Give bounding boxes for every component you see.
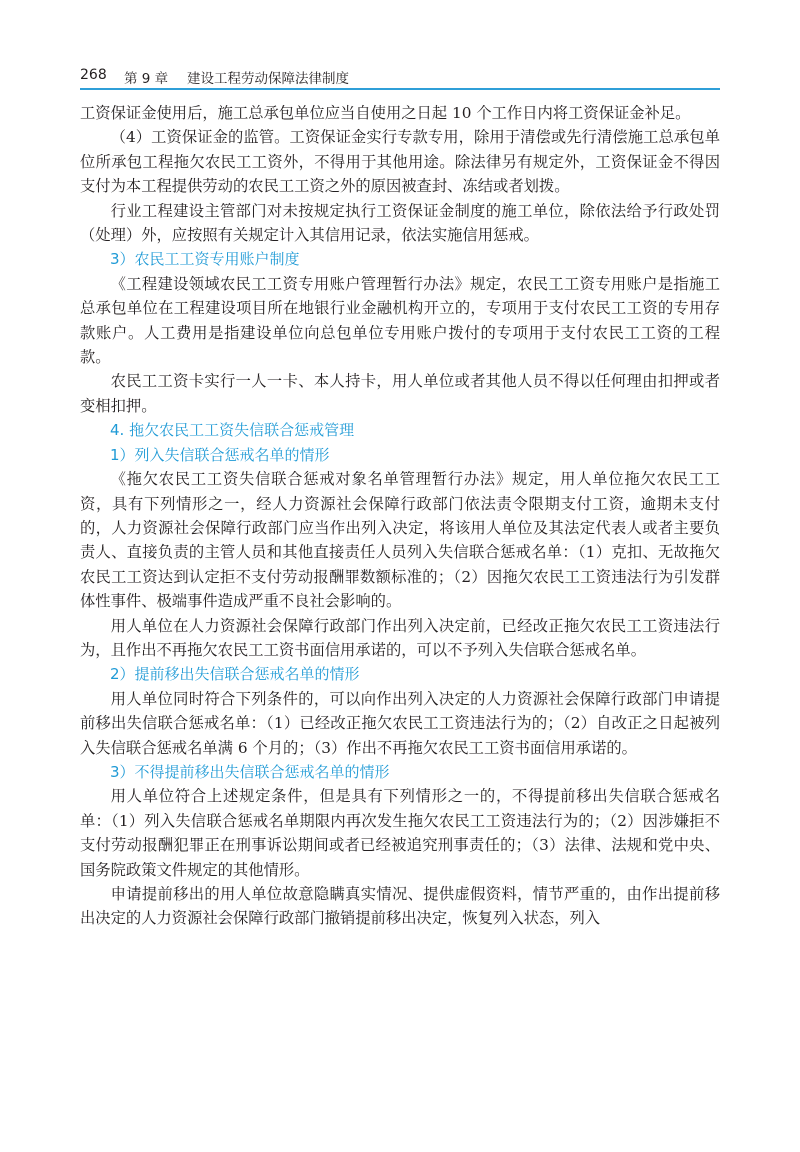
paragraph: 农民工工资卡实行一人一卡、本人持卡，用人单位或者其他人员不得以任何理由扣押或者变相扣押。 bbox=[80, 372, 720, 415]
page-header bbox=[80, 64, 720, 88]
section-heading: 4. 拖欠农民工工资失信联合惩戒管理 bbox=[110, 421, 355, 440]
paragraph: 《拖欠农民工工资失信联合惩戒对象名单管理暂行办法》规定，用人单位拖欠农民工工资，具有下列情形之一，经人力资源社会保障行政部门依法责令限期支付工资，逾期未支付的，人力资源社会保障行政部门应当作出列入决定，将该用人单位及其法定代表人或者主要负责人、直接负责的主管人员和其他直接责任人员列入失信联合惩戒名单：（1）克扣、无故拖欠农民工工资达到认定拒不支付劳动报酬罪数额标准的；（2）因拖欠农民工工资违法行为引发群体性事件、极端事件造成严重不良社会影响的。 bbox=[80, 470, 720, 611]
subsection-heading: 3）不得提前移出失信联合惩戒名单的情形 bbox=[110, 762, 390, 781]
page-number: 268 bbox=[80, 67, 107, 83]
subsection-heading: 1）列入失信联合惩戒名单的情形 bbox=[110, 445, 330, 464]
subsection-heading: 3）农民工工资专用账户制度 bbox=[110, 250, 300, 269]
paragraph: 工资保证金使用后，施工总承包单位应当自使用之日起 10 个工作日内将工资保证金补足。 bbox=[80, 104, 691, 122]
paragraph: （4）工资保证金的监管。工资保证金实行专款专用，除用于清偿或先行清偿施工总承包单位所承包工程拖欠农民工工资外，不得用于其他用途。除法律另有规定外，工资保证金不得因支付为本工程提供劳动的农民工工资之外的原因被查封、冻结或者划拨。 bbox=[80, 128, 720, 196]
paragraph: 行业工程建设主管部门对未按规定执行工资保证金制度的施工单位，除依法给予行政处罚（处理）外，应按照有关规定计入其信用记录，依法实施信用惩戒。 bbox=[80, 201, 720, 245]
chapter-title: 建设工程劳动保障法律制度 bbox=[187, 71, 349, 87]
paragraph: 用人单位在人力资源社会保障行政部门作出列入决定前，已经改正拖欠农民工工资违法行为，且作出不再拖欠农民工工资书面信用承诺的，可以不予列入失信联合惩戒名单。 bbox=[80, 616, 720, 659]
paragraph: 申请提前移出的用人单位故意隐瞒真实情况、提供虚假资料，情节严重的，由作出提前移出决定的人力资源社会保障行政部门撤销提前移出决定，恢复列入状态，列入 bbox=[80, 885, 720, 928]
paragraph: 《工程建设领域农民工工资专用账户管理暂行办法》规定，农民工工资专用账户是指施工总承包单位在工程建设项目所在地银行业金融机构开立的，专项用于支付农民工工资的专用存款账户。人工费用是指建设单位向总包单位专用账户拨付的专项用于支付农民工工资的工程款。 bbox=[80, 274, 720, 367]
page-body bbox=[80, 101, 720, 931]
chapter-label: 第 9 章 bbox=[124, 71, 169, 87]
header-divider bbox=[80, 88, 720, 90]
paragraph: 用人单位符合上述规定条件，但是具有下列情形之一的，不得提前移出失信联合惩戒名单：（1）列入失信联合惩戒名单期限内再次发生拖欠农民工工资违法行为的；（2）因涉嫌拒不支付劳动报酬犯罪正在刑事诉讼期间或者已经被追究刑事责任的；（3）法律、法规和党中央、国务院政策文件规定的其他情形。 bbox=[80, 787, 720, 879]
subsection-heading: 2）提前移出失信联合惩戒名单的情形 bbox=[110, 665, 360, 684]
paragraph: 用人单位同时符合下列条件的，可以向作出列入决定的人力资源社会保障行政部门申请提前移出失信联合惩戒名单：（1）已经改正拖欠农民工工资违法行为的；（2）自改正之日起被列入失信联合惩戒名单满 6 个月的；（3）作出不再拖欠农民工工资书面信用承诺的。 bbox=[80, 689, 720, 757]
